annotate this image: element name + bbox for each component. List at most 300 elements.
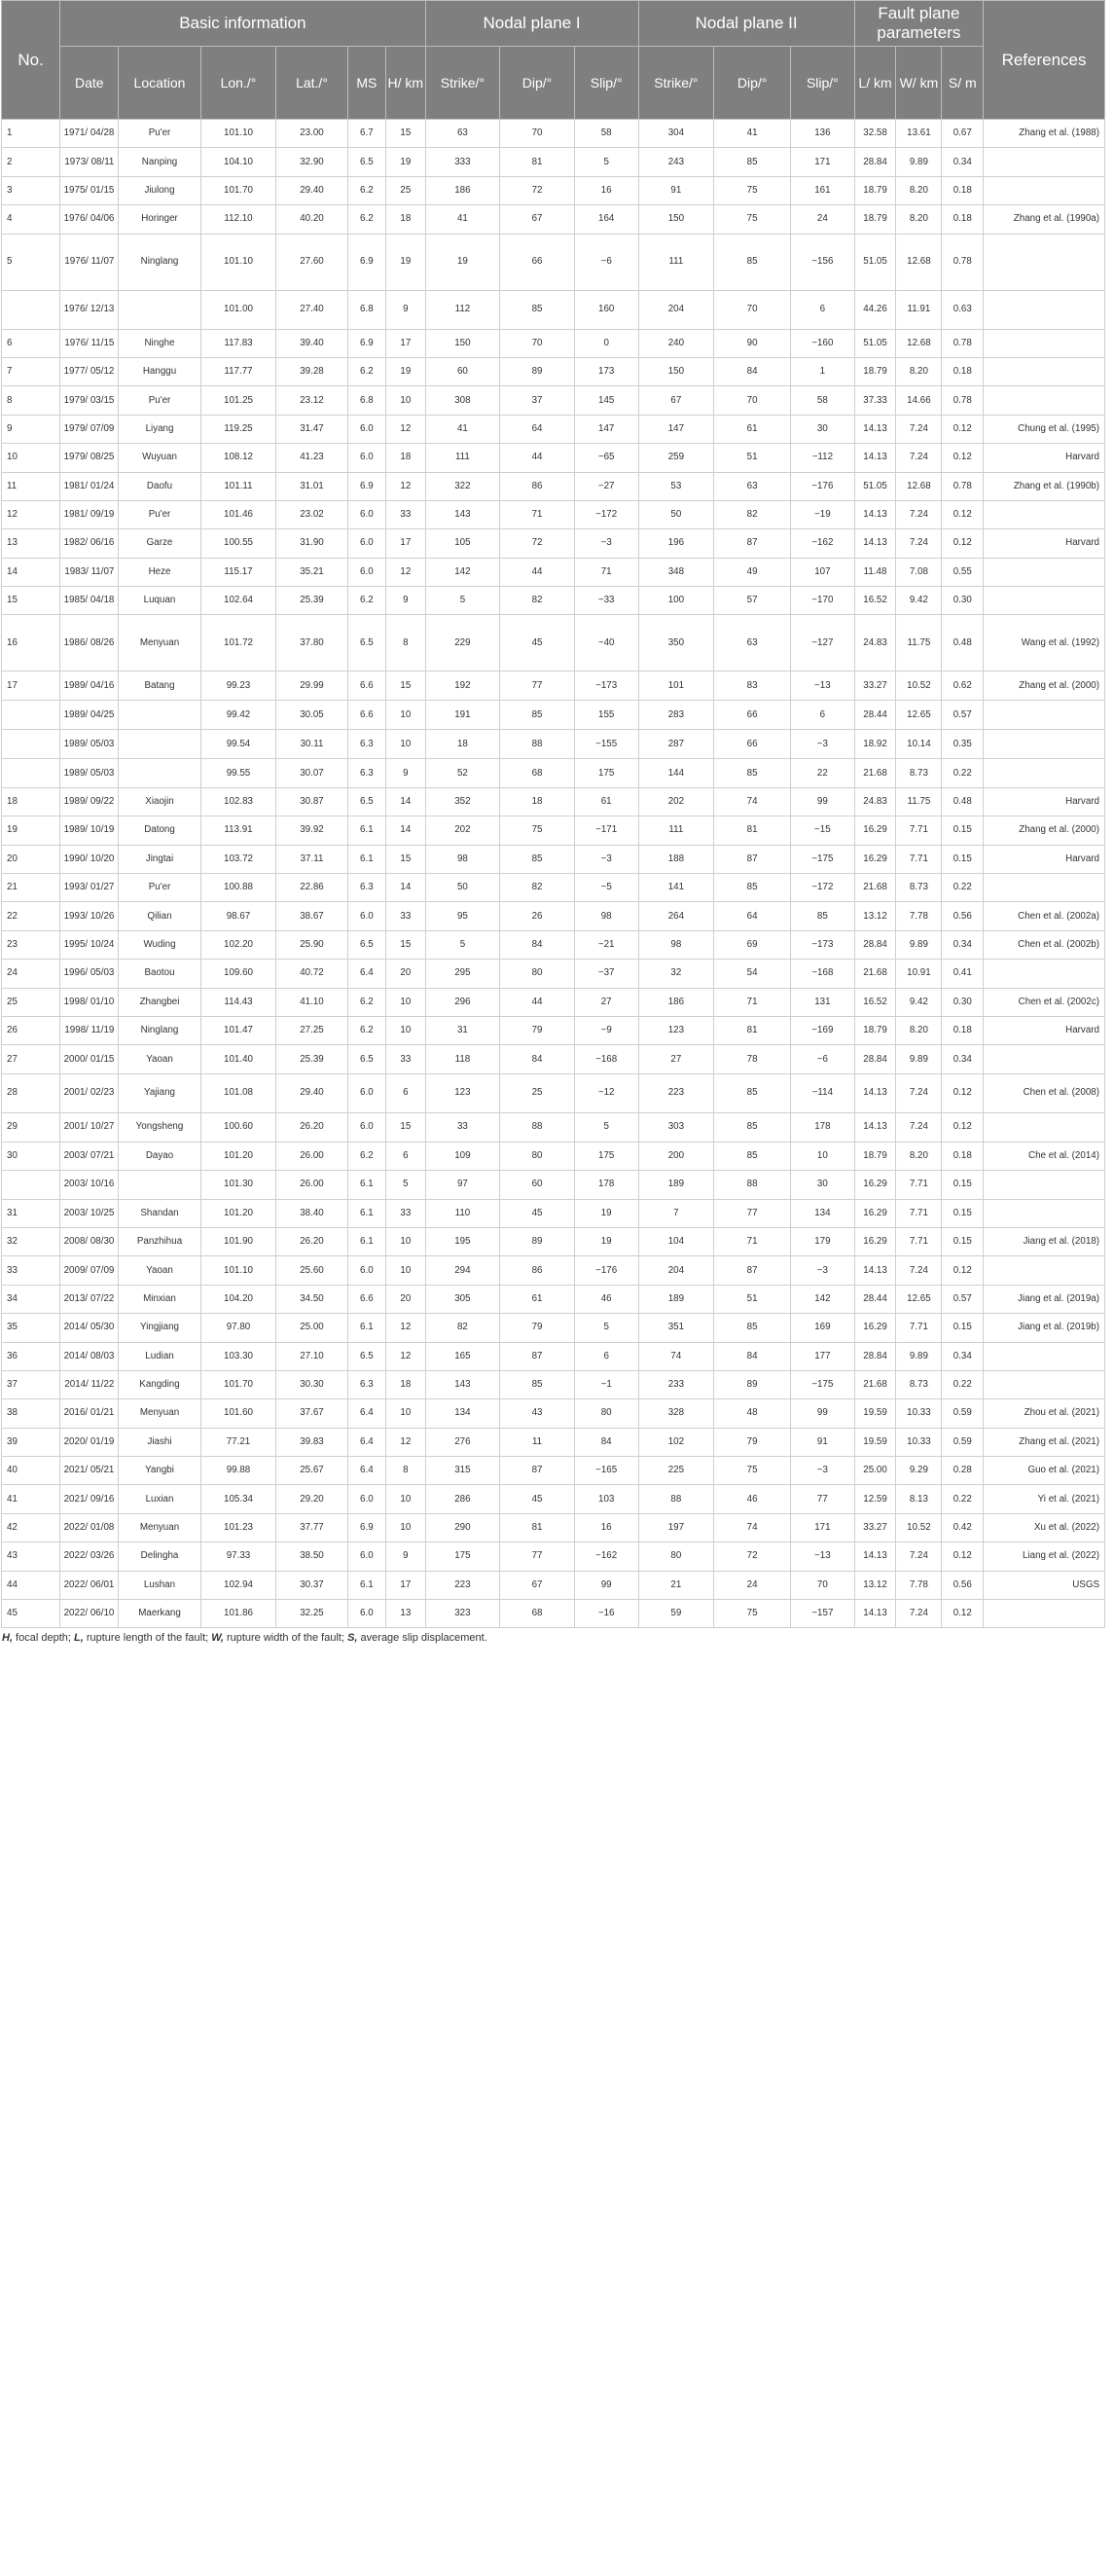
cell-l: 16.52 — [854, 988, 896, 1016]
cell-reference: Harvard — [984, 444, 1105, 472]
cell-s: 0.57 — [942, 701, 984, 730]
cell-strike-1: 229 — [425, 615, 500, 671]
cell-ms: 6.5 — [347, 148, 385, 176]
table-row — [2, 1457, 1105, 1485]
cell-reference: Harvard — [984, 1016, 1105, 1044]
cell-dip-1: 70 — [500, 120, 575, 148]
cell-slip-2: 58 — [791, 386, 855, 415]
cell-w: 8.73 — [896, 759, 942, 787]
cell-w: 8.20 — [896, 357, 942, 385]
cell-s: 0.48 — [942, 615, 984, 671]
cell-date: 2016/ 01/21 — [60, 1399, 119, 1428]
cell-dip-2: 78 — [714, 1045, 791, 1073]
cell-strike-2: 80 — [638, 1542, 714, 1571]
cell-strike-2: 104 — [638, 1227, 714, 1255]
cell-ms: 6.2 — [347, 1142, 385, 1170]
cell-l: 28.84 — [854, 930, 896, 959]
cell-w: 10.33 — [896, 1428, 942, 1456]
cell-slip-2: 99 — [791, 1399, 855, 1428]
cell-lon: 101.20 — [200, 1142, 276, 1170]
cell-l: 19.59 — [854, 1399, 896, 1428]
cell-reference — [984, 1370, 1105, 1398]
cell-w: 11.75 — [896, 615, 942, 671]
cell-slip-2: 1 — [791, 357, 855, 385]
cell-dip-1: 81 — [500, 148, 575, 176]
cell-slip-2: −162 — [791, 529, 855, 558]
cell-h: 18 — [386, 1370, 426, 1398]
cell-lon: 102.83 — [200, 787, 276, 816]
cell-slip-1: 19 — [574, 1227, 638, 1255]
cell-location: Yangbi — [119, 1457, 200, 1485]
cell-dip-1: 86 — [500, 1256, 575, 1285]
cell-ms: 6.3 — [347, 874, 385, 902]
cell-lon: 115.17 — [200, 558, 276, 586]
cell-lat: 38.67 — [276, 902, 347, 930]
cell-lat: 38.40 — [276, 1199, 347, 1227]
cell-s: 0.12 — [942, 1073, 984, 1112]
header-strike-1: Strike/° — [425, 47, 500, 120]
cell-date: 1998/ 11/19 — [60, 1016, 119, 1044]
cell-lat: 30.05 — [276, 701, 347, 730]
cell-dip-2: 54 — [714, 960, 791, 988]
cell-no — [2, 730, 60, 759]
cell-strike-2: 74 — [638, 1342, 714, 1370]
cell-lon: 104.20 — [200, 1285, 276, 1313]
cell-strike-1: 322 — [425, 472, 500, 500]
cell-lon: 99.23 — [200, 671, 276, 701]
cell-date: 1971/ 04/28 — [60, 120, 119, 148]
cell-no: 43 — [2, 1542, 60, 1571]
cell-w: 7.24 — [896, 1073, 942, 1112]
cell-l: 18.79 — [854, 357, 896, 385]
cell-s: 0.30 — [942, 587, 984, 615]
cell-location: Hanggu — [119, 357, 200, 385]
cell-slip-2: 99 — [791, 787, 855, 816]
cell-strike-2: 348 — [638, 558, 714, 586]
cell-reference — [984, 1600, 1105, 1628]
cell-slip-2: −3 — [791, 730, 855, 759]
cell-lat: 29.40 — [276, 176, 347, 204]
cell-ms: 6.5 — [347, 615, 385, 671]
footnote-w-text: rupture width of the fault; — [223, 1632, 348, 1645]
cell-lat: 26.00 — [276, 1142, 347, 1170]
cell-lat: 27.10 — [276, 1342, 347, 1370]
cell-strike-2: 101 — [638, 671, 714, 701]
cell-strike-2: 21 — [638, 1571, 714, 1599]
cell-w: 13.61 — [896, 120, 942, 148]
cell-strike-1: 111 — [425, 444, 500, 472]
cell-strike-1: 98 — [425, 845, 500, 873]
cell-s: 0.22 — [942, 874, 984, 902]
cell-s: 0.78 — [942, 329, 984, 357]
cell-slip-2: −13 — [791, 1542, 855, 1571]
cell-s: 0.12 — [942, 1542, 984, 1571]
cell-h: 10 — [386, 1485, 426, 1513]
cell-no: 18 — [2, 787, 60, 816]
cell-slip-2: 30 — [791, 415, 855, 443]
cell-lat: 27.25 — [276, 1016, 347, 1044]
cell-slip-2: −175 — [791, 845, 855, 873]
cell-strike-2: 304 — [638, 120, 714, 148]
cell-s: 0.34 — [942, 930, 984, 959]
cell-reference: Xu et al. (2022) — [984, 1513, 1105, 1542]
footnote-s-text: average slip displacement. — [357, 1632, 487, 1645]
cell-location: Luquan — [119, 587, 200, 615]
cell-date: 1989/ 04/16 — [60, 671, 119, 701]
table-row — [2, 1073, 1105, 1112]
cell-dip-1: 80 — [500, 960, 575, 988]
cell-ms: 6.9 — [347, 234, 385, 290]
cell-slip-2: −6 — [791, 1045, 855, 1073]
cell-ms: 6.0 — [347, 1073, 385, 1112]
cell-slip-2: −169 — [791, 1016, 855, 1044]
cell-lat: 30.37 — [276, 1571, 347, 1599]
cell-dip-1: 11 — [500, 1428, 575, 1456]
cell-s: 0.18 — [942, 357, 984, 385]
cell-lat: 25.00 — [276, 1314, 347, 1342]
table-row — [2, 845, 1105, 873]
cell-reference — [984, 234, 1105, 290]
table-row — [2, 787, 1105, 816]
cell-lat: 29.99 — [276, 671, 347, 701]
cell-l: 14.13 — [854, 1600, 896, 1628]
cell-w: 7.78 — [896, 902, 942, 930]
cell-strike-1: 186 — [425, 176, 500, 204]
cell-w: 8.20 — [896, 176, 942, 204]
cell-slip-2: −172 — [791, 874, 855, 902]
cell-lon: 98.67 — [200, 902, 276, 930]
cell-slip-2: −176 — [791, 472, 855, 500]
cell-slip-1: −172 — [574, 500, 638, 528]
cell-ms: 6.4 — [347, 1428, 385, 1456]
cell-ms: 6.2 — [347, 357, 385, 385]
cell-date: 1993/ 10/26 — [60, 902, 119, 930]
cell-w: 7.78 — [896, 1571, 942, 1599]
cell-w: 7.24 — [896, 1112, 942, 1142]
cell-dip-1: 75 — [500, 816, 575, 845]
cell-h: 10 — [386, 1513, 426, 1542]
table-row — [2, 1285, 1105, 1313]
cell-w: 10.91 — [896, 960, 942, 988]
header-dip-1: Dip/° — [500, 47, 575, 120]
cell-s: 0.48 — [942, 787, 984, 816]
cell-slip-1: −1 — [574, 1370, 638, 1398]
cell-w: 7.24 — [896, 1542, 942, 1571]
cell-s: 0.55 — [942, 558, 984, 586]
cell-lon: 99.54 — [200, 730, 276, 759]
cell-reference: USGS — [984, 1571, 1105, 1599]
cell-s: 0.34 — [942, 148, 984, 176]
cell-lon: 102.94 — [200, 1571, 276, 1599]
cell-s: 0.59 — [942, 1399, 984, 1428]
cell-dip-1: 79 — [500, 1016, 575, 1044]
cell-slip-1: −33 — [574, 587, 638, 615]
cell-h: 15 — [386, 671, 426, 701]
cell-lat: 40.72 — [276, 960, 347, 988]
cell-h: 20 — [386, 1285, 426, 1313]
table-row — [2, 357, 1105, 385]
cell-h: 14 — [386, 874, 426, 902]
cell-ms: 6.0 — [347, 902, 385, 930]
cell-lon: 99.42 — [200, 701, 276, 730]
cell-lon: 101.10 — [200, 234, 276, 290]
cell-strike-1: 118 — [425, 1045, 500, 1073]
cell-l: 14.13 — [854, 1256, 896, 1285]
cell-date: 1983/ 11/07 — [60, 558, 119, 586]
cell-no: 31 — [2, 1199, 60, 1227]
cell-no: 3 — [2, 176, 60, 204]
header-nodal-plane-1: Nodal plane I — [425, 1, 638, 47]
cell-l: 51.05 — [854, 234, 896, 290]
cell-reference: Chen et al. (2002b) — [984, 930, 1105, 959]
cell-dip-2: 83 — [714, 671, 791, 701]
cell-date: 1990/ 10/20 — [60, 845, 119, 873]
table-row — [2, 1485, 1105, 1513]
cell-location: Yaoan — [119, 1045, 200, 1073]
cell-dip-2: 90 — [714, 329, 791, 357]
cell-date: 1989/ 10/19 — [60, 816, 119, 845]
cell-ms: 6.1 — [347, 816, 385, 845]
header-dip-2: Dip/° — [714, 47, 791, 120]
cell-l: 16.29 — [854, 1171, 896, 1199]
cell-slip-1: −168 — [574, 1045, 638, 1073]
cell-strike-1: 109 — [425, 1142, 500, 1170]
cell-dip-1: 66 — [500, 234, 575, 290]
cell-reference — [984, 730, 1105, 759]
header-references: References — [984, 1, 1105, 120]
cell-dip-2: 51 — [714, 444, 791, 472]
cell-no: 30 — [2, 1142, 60, 1170]
cell-strike-2: 186 — [638, 988, 714, 1016]
cell-reference: Liang et al. (2022) — [984, 1542, 1105, 1571]
cell-location: Kangding — [119, 1370, 200, 1398]
table-row — [2, 1112, 1105, 1142]
cell-slip-1: −12 — [574, 1073, 638, 1112]
cell-location: Horinger — [119, 205, 200, 234]
cell-h: 17 — [386, 529, 426, 558]
cell-s: 0.34 — [942, 1342, 984, 1370]
cell-l: 18.79 — [854, 176, 896, 204]
cell-s: 0.62 — [942, 671, 984, 701]
cell-s: 0.12 — [942, 415, 984, 443]
cell-dip-1: 84 — [500, 1045, 575, 1073]
cell-strike-1: 31 — [425, 1016, 500, 1044]
cell-strike-1: 112 — [425, 290, 500, 329]
cell-dip-2: 66 — [714, 730, 791, 759]
cell-lat: 39.83 — [276, 1428, 347, 1456]
cell-h: 10 — [386, 701, 426, 730]
header-h: H/ km — [386, 47, 426, 120]
cell-dip-1: 44 — [500, 558, 575, 586]
header-s: S/ m — [942, 47, 984, 120]
cell-location: Zhangbei — [119, 988, 200, 1016]
cell-w: 10.52 — [896, 1513, 942, 1542]
cell-w: 7.24 — [896, 1256, 942, 1285]
cell-dip-1: 43 — [500, 1399, 575, 1428]
cell-lon: 101.40 — [200, 1045, 276, 1073]
cell-strike-1: 290 — [425, 1513, 500, 1542]
table-row — [2, 730, 1105, 759]
cell-dip-1: 45 — [500, 1199, 575, 1227]
cell-ms: 6.5 — [347, 1045, 385, 1073]
cell-location: Batang — [119, 671, 200, 701]
cell-ms: 6.1 — [347, 1199, 385, 1227]
cell-slip-1: 175 — [574, 1142, 638, 1170]
table-row — [2, 902, 1105, 930]
cell-dip-2: 48 — [714, 1399, 791, 1428]
cell-date: 2001/ 02/23 — [60, 1073, 119, 1112]
cell-dip-1: 60 — [500, 1171, 575, 1199]
cell-lon: 99.88 — [200, 1457, 276, 1485]
cell-strike-2: 204 — [638, 1256, 714, 1285]
cell-slip-1: 160 — [574, 290, 638, 329]
cell-dip-2: 63 — [714, 472, 791, 500]
cell-ms: 6.6 — [347, 671, 385, 701]
cell-lon: 77.21 — [200, 1428, 276, 1456]
footnote-w-symbol: W, — [211, 1632, 224, 1645]
cell-location: Heze — [119, 558, 200, 586]
table-row — [2, 1399, 1105, 1428]
cell-date: 2000/ 01/15 — [60, 1045, 119, 1073]
cell-dip-2: 81 — [714, 1016, 791, 1044]
cell-ms: 6.0 — [347, 444, 385, 472]
cell-dip-2: 69 — [714, 930, 791, 959]
cell-dip-1: 82 — [500, 587, 575, 615]
cell-location: Pu'er — [119, 874, 200, 902]
cell-dip-2: 66 — [714, 701, 791, 730]
cell-lon: 101.25 — [200, 386, 276, 415]
cell-reference — [984, 329, 1105, 357]
cell-date: 1998/ 01/10 — [60, 988, 119, 1016]
cell-strike-1: 41 — [425, 415, 500, 443]
cell-s: 0.42 — [942, 1513, 984, 1542]
cell-location: Yongsheng — [119, 1112, 200, 1142]
cell-lat: 22.86 — [276, 874, 347, 902]
cell-lat: 38.50 — [276, 1542, 347, 1571]
cell-strike-1: 165 — [425, 1342, 500, 1370]
cell-location: Jingtai — [119, 845, 200, 873]
cell-ms: 6.9 — [347, 329, 385, 357]
cell-slip-2: 131 — [791, 988, 855, 1016]
cell-strike-2: 102 — [638, 1428, 714, 1456]
cell-date: 1979/ 03/15 — [60, 386, 119, 415]
cell-no: 11 — [2, 472, 60, 500]
cell-w: 7.24 — [896, 415, 942, 443]
cell-slip-1: 178 — [574, 1171, 638, 1199]
cell-reference — [984, 1199, 1105, 1227]
cell-dip-1: 88 — [500, 730, 575, 759]
cell-w: 11.91 — [896, 290, 942, 329]
cell-slip-1: −155 — [574, 730, 638, 759]
cell-s: 0.41 — [942, 960, 984, 988]
cell-slip-2: 22 — [791, 759, 855, 787]
cell-reference: Yi et al. (2021) — [984, 1485, 1105, 1513]
cell-ms: 6.8 — [347, 290, 385, 329]
cell-dip-1: 18 — [500, 787, 575, 816]
cell-slip-2: 30 — [791, 1171, 855, 1199]
cell-lon: 102.64 — [200, 587, 276, 615]
cell-slip-2: −170 — [791, 587, 855, 615]
cell-dip-2: 81 — [714, 816, 791, 845]
cell-lat: 31.90 — [276, 529, 347, 558]
table-row — [2, 587, 1105, 615]
cell-strike-2: 350 — [638, 615, 714, 671]
cell-h: 6 — [386, 1142, 426, 1170]
cell-ms: 6.3 — [347, 730, 385, 759]
cell-slip-1: 19 — [574, 1199, 638, 1227]
cell-location: Pu'er — [119, 120, 200, 148]
cell-lat: 25.60 — [276, 1256, 347, 1285]
cell-strike-2: 98 — [638, 930, 714, 959]
cell-no: 29 — [2, 1112, 60, 1142]
table-row — [2, 1428, 1105, 1456]
cell-date: 1979/ 08/25 — [60, 444, 119, 472]
cell-slip-2: 136 — [791, 120, 855, 148]
cell-l: 14.13 — [854, 529, 896, 558]
cell-lat: 37.80 — [276, 615, 347, 671]
cell-strike-1: 323 — [425, 1600, 500, 1628]
cell-strike-2: 91 — [638, 176, 714, 204]
cell-slip-2: 107 — [791, 558, 855, 586]
cell-h: 15 — [386, 845, 426, 873]
cell-h: 9 — [386, 1542, 426, 1571]
cell-dip-2: 24 — [714, 1571, 791, 1599]
cell-strike-2: 27 — [638, 1045, 714, 1073]
cell-s: 0.15 — [942, 1171, 984, 1199]
cell-date: 1986/ 08/26 — [60, 615, 119, 671]
table-row — [2, 120, 1105, 148]
cell-strike-2: 123 — [638, 1016, 714, 1044]
cell-dip-1: 85 — [500, 845, 575, 873]
cell-slip-2: −19 — [791, 500, 855, 528]
cell-h: 33 — [386, 500, 426, 528]
cell-dip-2: 71 — [714, 988, 791, 1016]
cell-lon: 101.72 — [200, 615, 276, 671]
cell-date: 1989/ 04/25 — [60, 701, 119, 730]
cell-strike-2: 202 — [638, 787, 714, 816]
cell-reference: Zhang et al. (1990b) — [984, 472, 1105, 500]
cell-strike-1: 294 — [425, 1256, 500, 1285]
footnote — [2, 1632, 1114, 1644]
cell-date: 2001/ 10/27 — [60, 1112, 119, 1142]
cell-slip-2: −160 — [791, 329, 855, 357]
cell-h: 10 — [386, 386, 426, 415]
cell-dip-1: 67 — [500, 1571, 575, 1599]
cell-lat: 39.92 — [276, 816, 347, 845]
cell-slip-1: 16 — [574, 176, 638, 204]
cell-slip-2: 6 — [791, 290, 855, 329]
cell-no: 1 — [2, 120, 60, 148]
cell-slip-2: 142 — [791, 1285, 855, 1313]
cell-lat: 32.25 — [276, 1600, 347, 1628]
cell-location: Luxian — [119, 1485, 200, 1513]
cell-slip-1: −21 — [574, 930, 638, 959]
cell-slip-1: 173 — [574, 357, 638, 385]
cell-strike-2: 233 — [638, 1370, 714, 1398]
footnote-l-text: rupture length of the fault; — [83, 1632, 212, 1645]
cell-strike-2: 200 — [638, 1142, 714, 1170]
cell-lon: 108.12 — [200, 444, 276, 472]
cell-h: 33 — [386, 1045, 426, 1073]
table-row — [2, 558, 1105, 586]
cell-w: 11.75 — [896, 787, 942, 816]
cell-ms: 6.7 — [347, 120, 385, 148]
cell-dip-1: 71 — [500, 500, 575, 528]
cell-location: Yajiang — [119, 1073, 200, 1112]
cell-date: 2021/ 09/16 — [60, 1485, 119, 1513]
cell-l: 18.79 — [854, 205, 896, 234]
table-row — [2, 1045, 1105, 1073]
